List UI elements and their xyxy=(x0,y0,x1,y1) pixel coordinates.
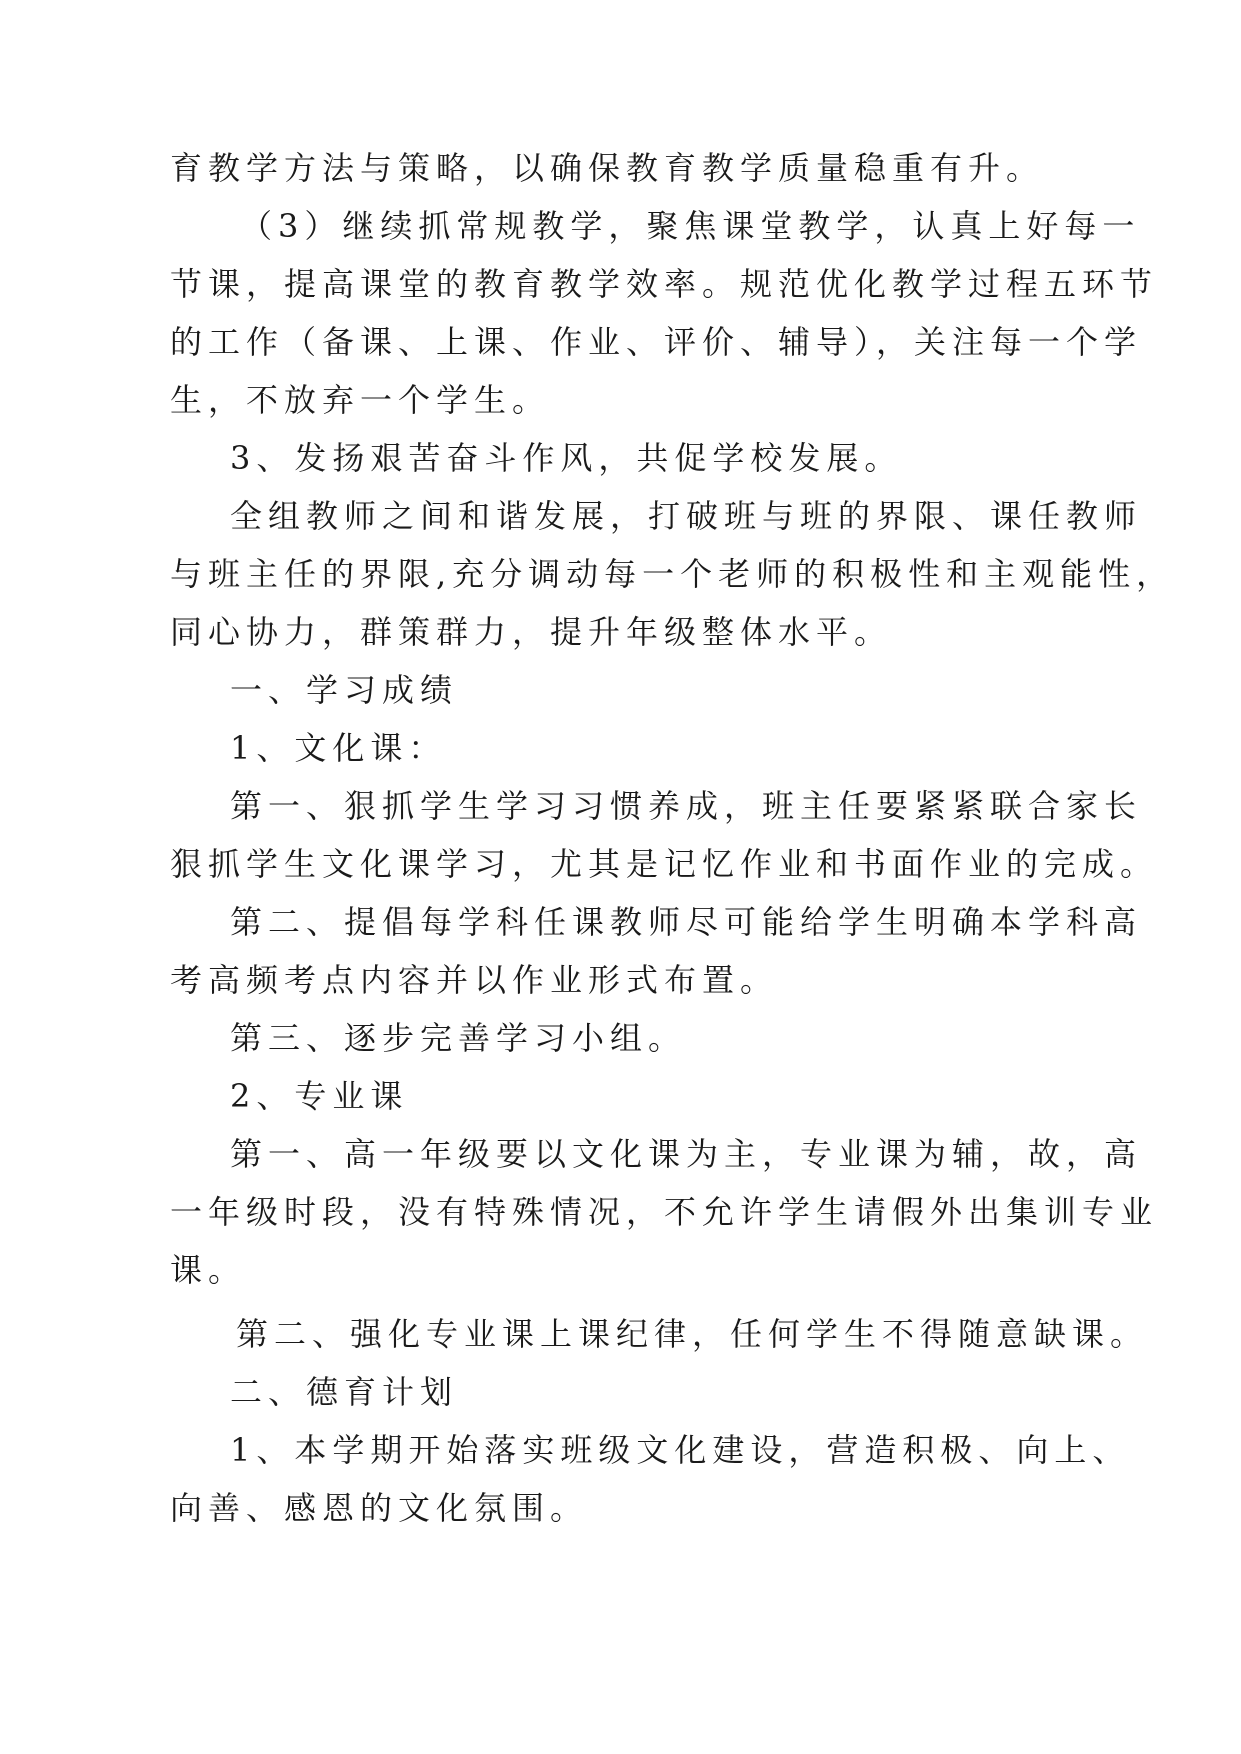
text-line: 向善、感恩的文化氛围。 xyxy=(170,1489,589,1527)
text-line: 节课，提高课堂的教育教学效率。规范优化教学过程五环节 xyxy=(170,265,1159,303)
text-line: 的工作（备课、上课、作业、评价、辅导），关注每一个学 xyxy=(170,323,1143,361)
text-line: 全组教师之间和谐发展，打破班与班的界限、课任教师 xyxy=(230,497,1143,535)
text-line: 课。 xyxy=(170,1251,247,1289)
text-line: 第三、逐步完善学习小组。 xyxy=(230,1019,687,1057)
section-heading: 3、发扬艰苦奋斗作风，共促学校发展。 xyxy=(230,439,903,477)
text-line: 1、本学期开始落实班级文化建设，营造积极、向上、 xyxy=(230,1431,1131,1469)
subsection-heading: 2、专业课 xyxy=(230,1077,409,1115)
section-heading: 二、德育计划 xyxy=(230,1373,459,1411)
text-line: 生，不放弃一个学生。 xyxy=(170,381,551,419)
text-line: 同心协力，群策群力，提升年级整体水平。 xyxy=(170,613,893,651)
text-line: 第二、提倡每学科任课教师尽可能给学生明确本学科高 xyxy=(230,903,1143,941)
text-line: 狠抓学生文化课学习，尤其是记忆作业和书面作业的完成。 xyxy=(170,845,1159,883)
text-line: 与班主任的界限,充分调动每一个老师的积极性和主观能性， xyxy=(170,555,1175,593)
text-line: （3）继续抓常规教学，聚焦课堂教学，认真上好每一 xyxy=(240,207,1141,245)
text-line: 第二、强化专业课上课纪律，任何学生不得随意缺课。 xyxy=(236,1315,1149,1353)
text-line: 考高频考点内容并以作业形式布置。 xyxy=(170,961,779,999)
text-line: 第一、狠抓学生学习习惯养成，班主任要紧紧联合家长 xyxy=(230,787,1143,825)
text-line: 一年级时段，没有特殊情况，不允许学生请假外出集训专业 xyxy=(170,1193,1159,1231)
text-line: 第一、高一年级要以文化课为主，专业课为辅，故，高 xyxy=(230,1135,1143,1173)
subsection-heading: 1、文化课： xyxy=(230,729,447,767)
section-heading: 一、学习成绩 xyxy=(230,671,459,709)
text-line: 育教学方法与策略，以确保教育教学质量稳重有升。 xyxy=(170,149,1045,187)
